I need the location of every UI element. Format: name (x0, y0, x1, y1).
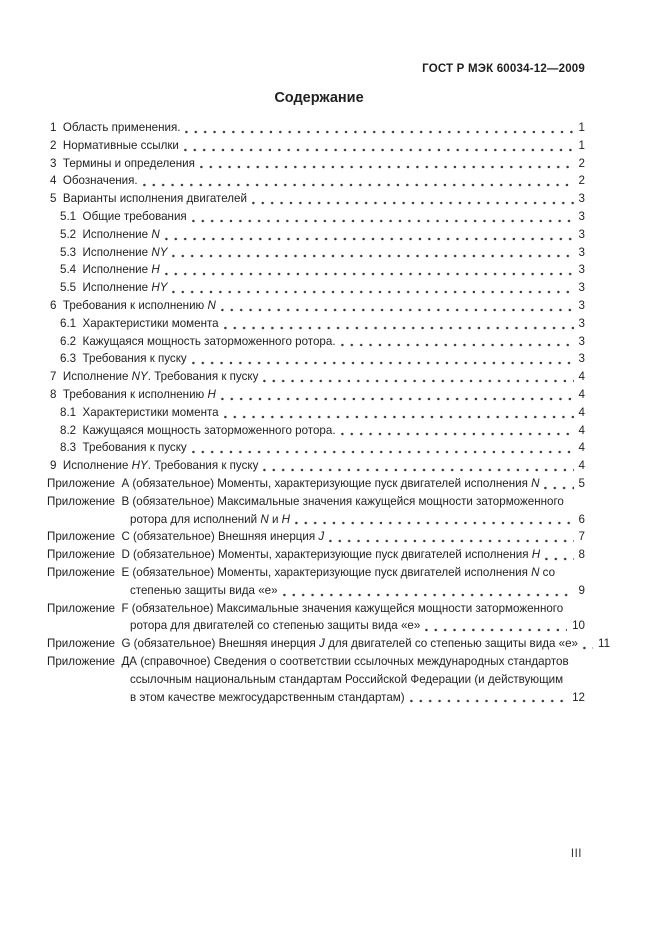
toc-entry-text: 2 Нормативные ссылки (50, 138, 179, 152)
dot-leader (544, 475, 573, 493)
table-of-contents (47, 119, 611, 706)
toc-page-number: 2 (578, 156, 585, 170)
toc-entry-text: Приложение G (обязательное) Внешняя инерция J для двигателей со степенью защиты вида «е» (47, 637, 578, 651)
dot-leader (283, 582, 574, 600)
dot-leader (221, 386, 574, 404)
toc-page-number: 3 (578, 352, 585, 366)
toc-entry-line (47, 297, 585, 315)
toc-page-number: 4 (578, 370, 585, 384)
toc-page-number: 3 (578, 245, 585, 259)
toc-entry-text: в этом качестве межгосударственным стандартам) (130, 690, 405, 704)
toc-entry-text: 5.3 Исполнение NY (60, 245, 168, 259)
toc-entry-line (47, 172, 585, 190)
toc-page-number: 12 (572, 690, 585, 704)
toc-entry-line (47, 422, 585, 440)
dot-leader (172, 279, 573, 297)
toc-entry-line (47, 350, 585, 368)
dot-leader (263, 457, 573, 475)
toc-entry-line (47, 190, 585, 208)
toc-entry-line (47, 261, 585, 279)
toc-entry-line (47, 368, 585, 386)
toc-entry-text: степенью защиты вида «е» (130, 583, 278, 597)
toc-page-number: 8 (578, 548, 585, 562)
toc-page-number: 4 (578, 405, 585, 419)
dot-leader (545, 546, 573, 564)
toc-entry-text: 7 Исполнение NY. Требования к пуску (50, 370, 259, 384)
toc-entry-text: 5.5 Исполнение HY (60, 281, 168, 295)
toc-entry-line (47, 582, 585, 600)
toc-entry-line (47, 137, 585, 155)
toc-page-number: 7 (578, 530, 585, 544)
toc-entry-text: 1 Область применения. (50, 121, 181, 134)
toc-entry-line (47, 279, 585, 297)
toc-entry-line (47, 439, 585, 457)
toc-entry-line (47, 600, 585, 618)
toc-entry-text: Приложение D (обязательное) Моменты, характеризующие пуск двигателей исполнения H (47, 548, 541, 562)
dot-leader (329, 528, 573, 546)
toc-page-number: 3 (578, 192, 585, 206)
toc-entry-line (47, 457, 585, 475)
dot-leader (425, 617, 567, 635)
toc-entry-text: 6.3 Требования к пуску (60, 352, 187, 366)
toc-entry-line (47, 528, 585, 546)
toc-page-number: 9 (578, 583, 585, 597)
toc-entry-line (47, 546, 585, 564)
dot-leader (341, 422, 574, 440)
toc-entry-text: ротора для двигателей со степенью защиты вида «е» (130, 619, 421, 633)
toc-page-number: 4 (578, 441, 585, 455)
toc-entry-line (47, 564, 585, 582)
toc-page-number: 6 (578, 512, 585, 526)
toc-entry-text: 3 Термины и определения (50, 156, 195, 170)
dot-leader (184, 137, 574, 155)
toc-page-number: 3 (578, 281, 585, 295)
dot-leader (252, 190, 574, 208)
toc-entry-line (47, 653, 585, 671)
toc-page-number: 4 (578, 423, 585, 437)
toc-entry-line (47, 155, 585, 173)
dot-leader (192, 208, 574, 226)
toc-entry-text: 4 Обозначения. (50, 174, 138, 188)
toc-page-number: 11 (597, 637, 611, 651)
toc-page-number: 10 (572, 619, 585, 633)
toc-entry-text: 6.1 Характеристики момента (60, 316, 219, 330)
toc-entry-line (47, 511, 585, 529)
toc-page-number: 4 (578, 459, 585, 473)
folio-page-number: III (570, 848, 582, 860)
toc-entry-line (47, 119, 585, 137)
toc-entry-text: Приложение В (обязательное) Максимальные значения кажущейся мощности заторможенного (47, 494, 564, 508)
toc-entry-line (47, 386, 585, 404)
toc-entry-text: 6 Требования к исполнению N (50, 298, 216, 312)
dot-leader (143, 172, 574, 190)
toc-entry-line (47, 226, 585, 244)
toc-entry-text: 5 Варианты исполнения двигателей (50, 192, 247, 206)
toc-entry-text: 6.2 Кажущаяся мощность заторможенного ротора. (60, 334, 336, 348)
dot-leader (165, 261, 574, 279)
toc-page-number: 4 (578, 387, 585, 401)
toc-page-number: 3 (578, 209, 585, 223)
toc-entry-text: ротора для исполнений N и H (130, 512, 291, 526)
toc-entry-line (47, 244, 585, 262)
toc-entry-line (47, 617, 585, 635)
toc-entry-line (47, 493, 585, 511)
toc-entry-line (47, 671, 585, 689)
dot-leader (192, 439, 574, 457)
dot-leader (295, 511, 574, 529)
dot-leader (583, 635, 593, 653)
dot-leader (200, 155, 574, 173)
toc-page-number: 3 (578, 334, 585, 348)
toc-page-number: 5 (578, 476, 585, 490)
toc-entry-text: 8 Требования к исполнению H (50, 387, 216, 401)
toc-page-number: 3 (578, 227, 585, 241)
dot-leader (185, 119, 573, 137)
toc-entry-text: Приложение ДА (справочное) Сведения о соответствии ссылочных международных стандартов (47, 654, 569, 668)
toc-entry-text: Приложение Е (обязательное) Моменты, характеризующие пуск двигателей исполнения N со (47, 565, 556, 579)
toc-page-number: 1 (578, 121, 585, 134)
toc-entry-text: 8.2 Кажущаяся мощность заторможенного ротора. (60, 423, 336, 437)
toc-entry-line (47, 635, 611, 653)
toc-entry-text: Приложение F (обязательное) Максимальные значения кажущейся мощности заторможенного (47, 601, 564, 615)
dot-leader (341, 333, 574, 351)
dot-leader (172, 244, 573, 262)
page-title: Содержание (274, 90, 364, 106)
toc-entry-text: Приложение А (обязательное) Моменты, характеризующие пуск двигателей исполнения N (47, 476, 540, 490)
toc-entry-text: 5.4 Исполнение H (60, 263, 160, 277)
toc-entry-line (47, 689, 585, 707)
toc-entry-line (47, 208, 585, 226)
dot-leader (221, 297, 574, 315)
toc-entry-line (47, 404, 585, 422)
toc-entry-line (47, 475, 585, 493)
dot-leader (192, 350, 574, 368)
toc-entry-line (47, 333, 585, 351)
toc-entry-text: Приложение С (обязательное) Внешняя инерция J (47, 530, 325, 544)
toc-entry-text: 8.1 Характеристики момента (60, 405, 219, 419)
document-code: ГОСТ Р МЭК 60034-12—2009 (422, 63, 585, 75)
dot-leader (410, 689, 567, 707)
toc-page-number: 3 (578, 298, 585, 312)
toc-page-number: 3 (578, 263, 585, 277)
toc-entry-text: 9 Исполнение HY. Требования к пуску (50, 459, 259, 473)
toc-entry-text: 8.3 Требования к пуску (60, 441, 187, 455)
toc-entry-text: 5.1 Общие требования (60, 209, 187, 223)
toc-page-number: 2 (578, 174, 585, 188)
toc-entry-text: 5.2 Исполнение N (60, 227, 160, 241)
toc-entry-line (47, 315, 585, 333)
toc-entry-text: ссылочным национальным стандартам Российской Федерации (и действующим (130, 672, 564, 686)
dot-leader (263, 368, 573, 386)
dot-leader (224, 404, 574, 422)
dot-leader (224, 315, 574, 333)
toc-page-number: 3 (578, 316, 585, 330)
toc-page-number: 1 (578, 138, 585, 152)
dot-leader (165, 226, 574, 244)
